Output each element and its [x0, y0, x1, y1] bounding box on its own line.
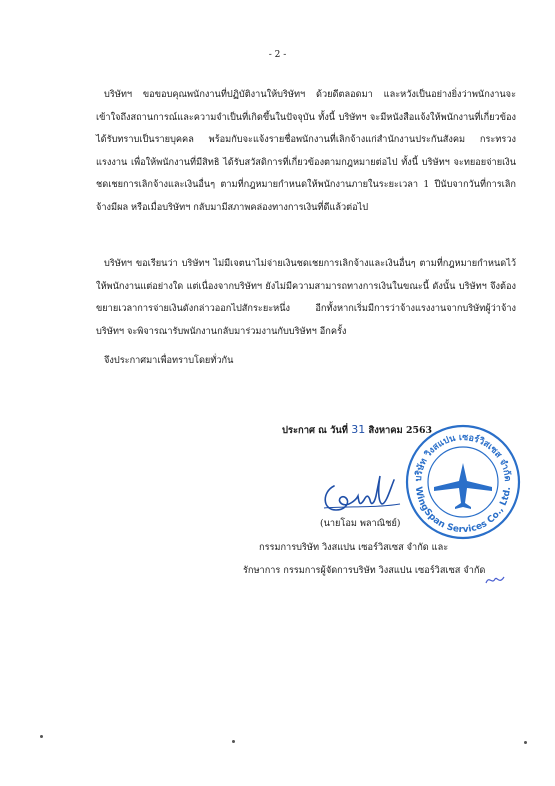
signatory-role-line-1: กรรมการบริษัท วิงสแปน เซอร์วิสเซส จำกัด และ	[259, 542, 449, 553]
date-prefix: ประกาศ ณ วันที่	[282, 425, 348, 436]
paragraph-compensation: บริษัทฯ ขอเรียนว่า บริษัทฯ ไม่มีเจตนาไม่จ่ายเงินชดเชยการเลิกจ้างและเงินอื่นๆ ตามที่กฎหมายกำหนดไว้ให้พนักงานแต่อย่างใด แต่เนื่องจากบริษัทฯ ยังไม่มีความสามารถทางการเงินในขณะนี้ ดังนั้น บริษัทฯ จึงต้องขยายเวลาการจ่ายเงินดังกล่าวออกไปสักระยะหนึ่ง อีกทั้งหากเริ่มมีการว่าจ้างแรงงานจากบริษัทผู้ว่าจ้าง บริษัทฯ จะพิจารณารับพนักงานกลับมาร่วมงานกับบริษัทฯ อีกครั้ง	[96, 258, 516, 337]
signature-image	[316, 470, 406, 520]
paragraph-thanks: บริษัทฯ ขอขอบคุณพนักงานที่ปฏิบัติงานให้บริษัทฯ ด้วยดีตลอดมา และหวังเป็นอย่างยิ่งว่าพนักงานจะเข้าใจถึงสถานการณ์และความจำเป็นที่เกิดขึ้นในปัจจุบัน ทั้งนี้ บริษัทฯ จะมีหนังสือแจ้งให้พนักงานที่เกี่ยวข้องได้รับทราบเป็นรายบุคคล พร้อมกับจะแจ้งรายชื่อพนักงานที่เลิกจ้างแก่สำนักงานประกันสังคม กระทรวงแรงงาน เพื่อให้พนักงานที่มีสิทธิ ได้รับสวัสดิการที่เกี่ยวข้องตามกฎหมายต่อไป ทั้งนี้ บริษัทฯ จะทยอยจ่ายเงินชดเชยการเลิกจ้างและเงินอื่นๆ ตามที่กฎหมายกำหนดให้พนักงานภายในระยะเวลา 1 ปีนับจากวันที่การเลิกจ้างมีผล หรือเมื่อบริษัทฯ กลับมามีสภาพคล่องทางการเงินที่ดีแล้วต่อไป	[96, 89, 516, 213]
scan-speck	[524, 741, 527, 744]
scan-speck	[40, 735, 43, 738]
page-number: - 2 -	[268, 50, 287, 60]
signatory-name: (นายโอม พลาณิชย์)	[320, 518, 401, 529]
initials-mark	[484, 573, 506, 587]
svg-text:บริษัท วิงสแปน เซอร์วิสเซส จำก: บริษัท วิงสแปน เซอร์วิสเซส จำกัด	[413, 432, 513, 482]
paragraph-announcement: จึงประกาศมาเพื่อทราบโดยทั่วกัน	[104, 355, 234, 366]
company-seal	[404, 423, 522, 541]
svg-text:WingSpan Services Co., Ltd.: WingSpan Services Co., Ltd.	[412, 486, 513, 536]
scan-speck	[232, 740, 235, 743]
signatory-role-line-2: รักษาการ กรรมการผู้จัดการบริษัท วิงสแปน เซอร์วิสเซส จำกัด	[243, 565, 486, 576]
date-day: 31	[351, 423, 366, 436]
date-month-year: สิงหาคม 2563	[368, 425, 433, 436]
